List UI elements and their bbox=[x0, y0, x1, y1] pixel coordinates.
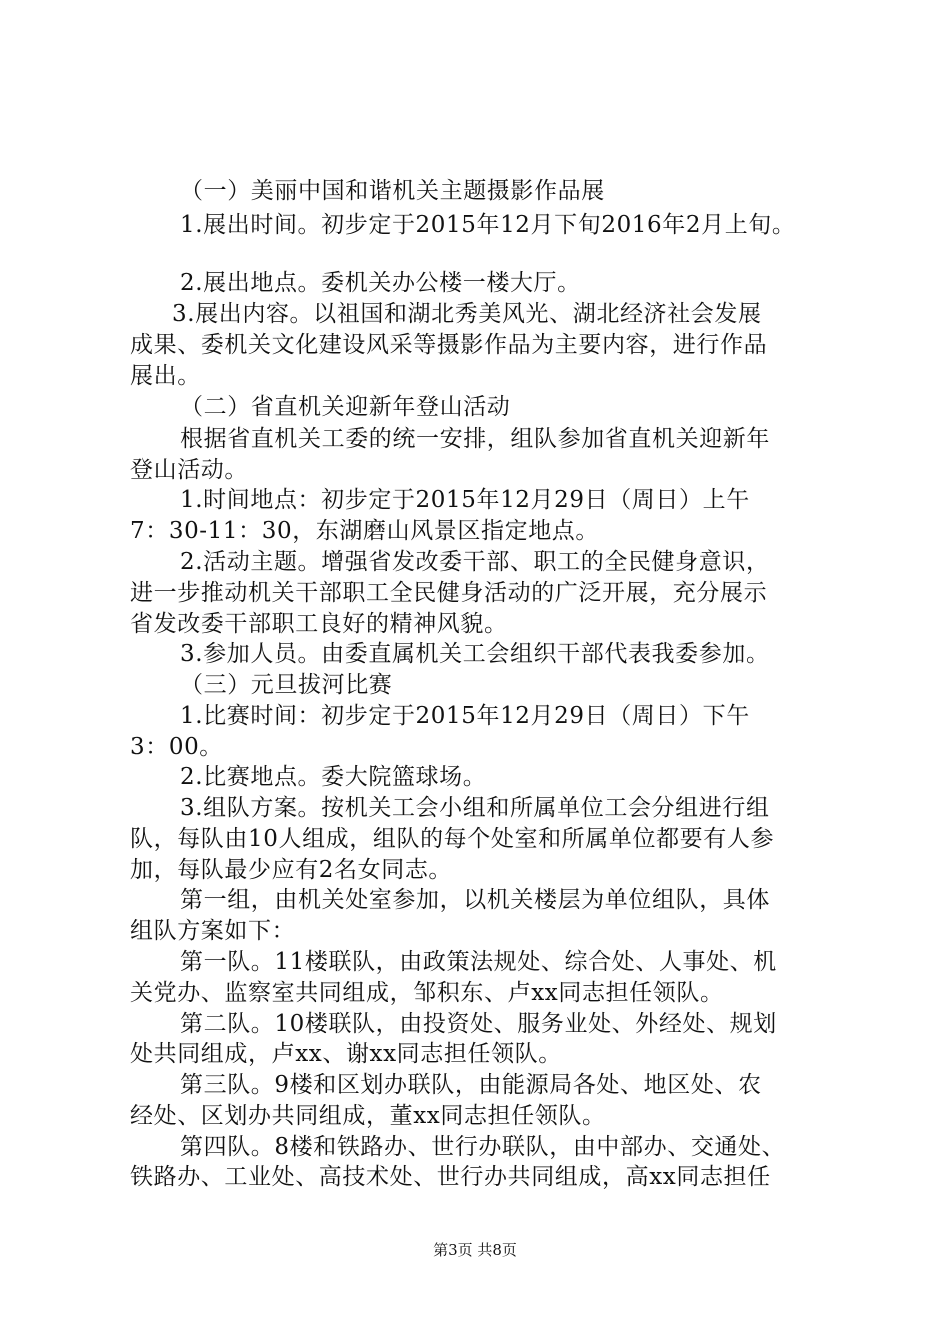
paragraph-line: 队，每队由10人组成，组队的每个处室和所属单位都要有人参 bbox=[130, 826, 775, 852]
paragraph-line: 省发改委干部职工良好的精神风貌。 bbox=[130, 611, 508, 637]
paragraph-line: 2.展出地点。委机关办公楼一楼大厅。 bbox=[180, 270, 581, 296]
section-heading-2: （二）省直机关迎新年登山活动 bbox=[180, 394, 511, 420]
paragraph-line: 成果、委机关文化建设风采等摄影作品为主要内容，进行作品 bbox=[130, 332, 768, 358]
page-number-footer: 第3页 共8页 bbox=[433, 1241, 517, 1259]
paragraph-line: 铁路办、工业处、高技术处、世行办共同组成，高xx同志担任 bbox=[130, 1164, 771, 1190]
paragraph-line: 3.组队方案。按机关工会小组和所属单位工会分组进行组 bbox=[180, 795, 770, 821]
paragraph-line: 组队方案如下： bbox=[130, 918, 296, 944]
paragraph-line: 根据省直机关工委的统一安排，组队参加省直机关迎新年 bbox=[180, 426, 770, 452]
paragraph-line: 1.时间地点：初步定于2015年12月29日（周日）上午 bbox=[180, 487, 750, 513]
paragraph-line: 1.比赛时间：初步定于2015年12月29日（周日）下午 bbox=[180, 703, 750, 729]
paragraph-line: 2.比赛地点。委大院篮球场。 bbox=[180, 764, 487, 790]
paragraph-line: 1.展出时间。初步定于2015年12月下旬2016年2月上旬。 bbox=[180, 212, 796, 238]
paragraph-line: 进一步推动机关干部职工全民健身活动的广泛开展，充分展示 bbox=[130, 580, 768, 606]
paragraph-line: 展出。 bbox=[130, 363, 201, 389]
paragraph-line: 关党办、监察室共同组成，邹积东、卢xx同志担任领队。 bbox=[130, 980, 724, 1006]
paragraph-line: 第二队。10楼联队，由投资处、服务业处、外经处、规划 bbox=[180, 1011, 777, 1037]
paragraph-line: 3.参加人员。由委直属机关工会组织干部代表我委参加。 bbox=[180, 641, 770, 667]
paragraph-line: 第四队。8楼和铁路办、世行办联队，由中部办、交通处、 bbox=[180, 1134, 786, 1160]
paragraph-line: 第三队。9楼和区划办联队，由能源局各处、地区处、农 bbox=[180, 1072, 762, 1098]
paragraph-line: 加，每队最少应有2名女同志。 bbox=[130, 857, 453, 883]
paragraph-line: 3.展出内容。以祖国和湖北秀美风光、湖北经济社会发展 bbox=[172, 301, 762, 327]
paragraph-line: 经处、区划办共同组成，董xx同志担任领队。 bbox=[130, 1103, 606, 1129]
paragraph-line: 第一队。11楼联队，由政策法规处、综合处、人事处、机 bbox=[180, 949, 777, 975]
paragraph-line: 处共同组成，卢xx、谢xx同志担任领队。 bbox=[130, 1041, 562, 1067]
section-heading-3: （三）元旦拔河比赛 bbox=[180, 672, 393, 698]
paragraph-line: 登山活动。 bbox=[130, 457, 248, 483]
paragraph-line: 2.活动主题。增强省发改委干部、职工的全民健身意识， bbox=[180, 549, 770, 575]
paragraph-line: 7：30-11：30，东湖磨山风景区指定地点。 bbox=[130, 518, 600, 544]
paragraph-line: 3：00。 bbox=[130, 734, 223, 760]
paragraph-line: 第一组，由机关处室参加，以机关楼层为单位组队，具体 bbox=[180, 887, 770, 913]
section-heading-1: （一）美丽中国和谐机关主题摄影作品展 bbox=[180, 178, 605, 204]
